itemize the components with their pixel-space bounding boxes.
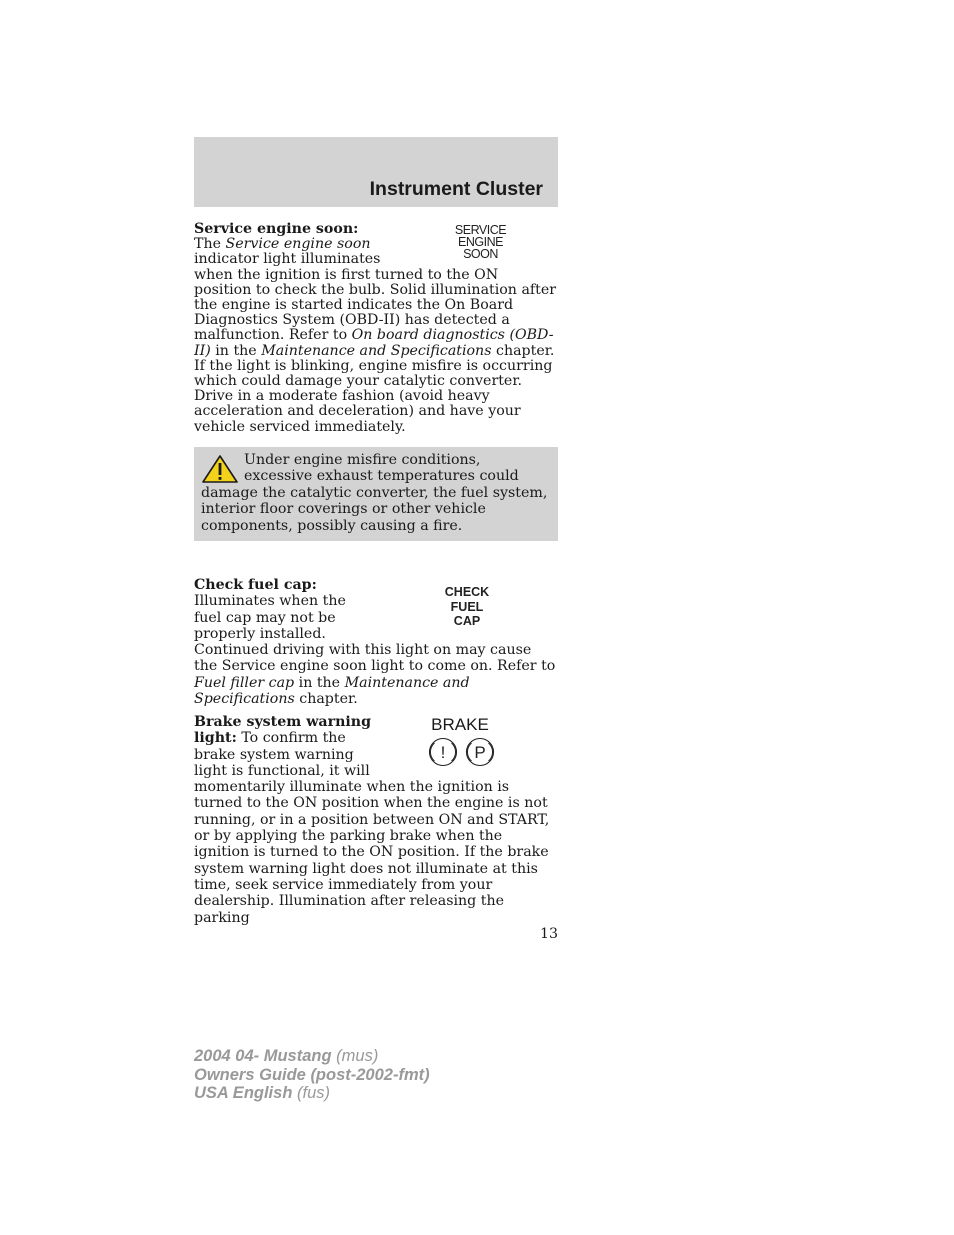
footer-guide: Owners Guide (post-2002-fmt) [194, 1065, 430, 1084]
warning-text: Under engine misfire conditions, excessive exhaust temperatures could damage the catalytic converter, the fuel system, interior floor coverings or other vehicle components, possibly causing a fire. [201, 452, 548, 534]
body-text: indicator light illuminates when the ignition is first turned to the ON position to check the bulb. Solid illumination after the engine is started indicates the On Board Diagnostics System (OBD-II) has detected a malfunction. Refer to [194, 251, 557, 344]
footer-code: (fus) [292, 1084, 330, 1102]
check-fuel-cap-icon [376, 577, 558, 641]
fuel-cap-section [194, 577, 558, 707]
section-heading: Check fuel cap: [194, 577, 317, 593]
body-text: chapter. If the light is blinking, engine misfire is occurring which could damage your catalytic converter. Drive in a moderate fashion (avoid heavy acceleration and deceleration) and have your vehicle serviced immediately. [194, 342, 555, 435]
footer-model: 2004 04- Mustang [194, 1047, 332, 1065]
icon-line: SOON [463, 247, 498, 261]
brake-symbols-icon [428, 736, 504, 768]
warning-paragraph [201, 452, 551, 534]
footer-line [194, 1084, 430, 1103]
brake-label: BRAKE [431, 715, 489, 734]
page-number: 13 [539, 926, 558, 942]
footer-language: USA English [194, 1084, 293, 1102]
emphasis-text: Maintenance and Specifications [261, 342, 492, 359]
body-text: The [194, 236, 226, 253]
section-heading: Brake system warning light: [194, 714, 372, 747]
body-text: To confirm the brake system warning light is functional, it will momentarily illuminate when the ignition is turned to the ON position when the engine is not running, or in a position between ON and START, or by applying the parking brake when the ignition is turned to the ON position. If the brake system warning light does not illuminate at this time, seek service immediately from your dealership. Illumination after releasing the parking [194, 730, 550, 926]
footer-line [194, 1047, 430, 1066]
footer [194, 1047, 430, 1103]
body-text: chapter. [294, 691, 358, 708]
footer-line [194, 1066, 430, 1085]
icon-line: ENGINE [458, 235, 503, 249]
body-text: in the [210, 342, 262, 359]
brake-warning-icon [376, 714, 558, 776]
emphasis-text: Service engine soon [225, 236, 371, 253]
footer-code: (mus) [331, 1047, 379, 1065]
emphasis-text: Fuel filler cap [194, 674, 295, 691]
exclamation-symbol: ! [440, 743, 446, 762]
icon-line: FUEL [450, 599, 484, 614]
section-header [194, 137, 558, 207]
icon-line: CAP [453, 614, 481, 628]
body-text: in the [294, 674, 345, 691]
icon-line: CHECK [444, 585, 490, 599]
section-heading: Service engine soon: [194, 221, 359, 237]
service-engine-section [194, 222, 558, 435]
emphasis-text: On board diagnostics (OBD-II) [194, 327, 554, 359]
body-text: Illuminates when the fuel cap may not be properly installed. Continued driving with this light on may cause the Service engine soon light to come on. Refer to [194, 593, 556, 675]
warning-triangle-icon [201, 454, 239, 484]
emphasis-text: Maintenance and Specifications [194, 674, 470, 708]
page-title: Instrument Cluster [369, 178, 543, 200]
warning-box [194, 447, 558, 541]
icon-line: SERVICE [454, 223, 507, 237]
brake-section [194, 714, 558, 926]
parking-symbol: P [474, 743, 486, 762]
service-engine-soon-icon [403, 222, 558, 262]
